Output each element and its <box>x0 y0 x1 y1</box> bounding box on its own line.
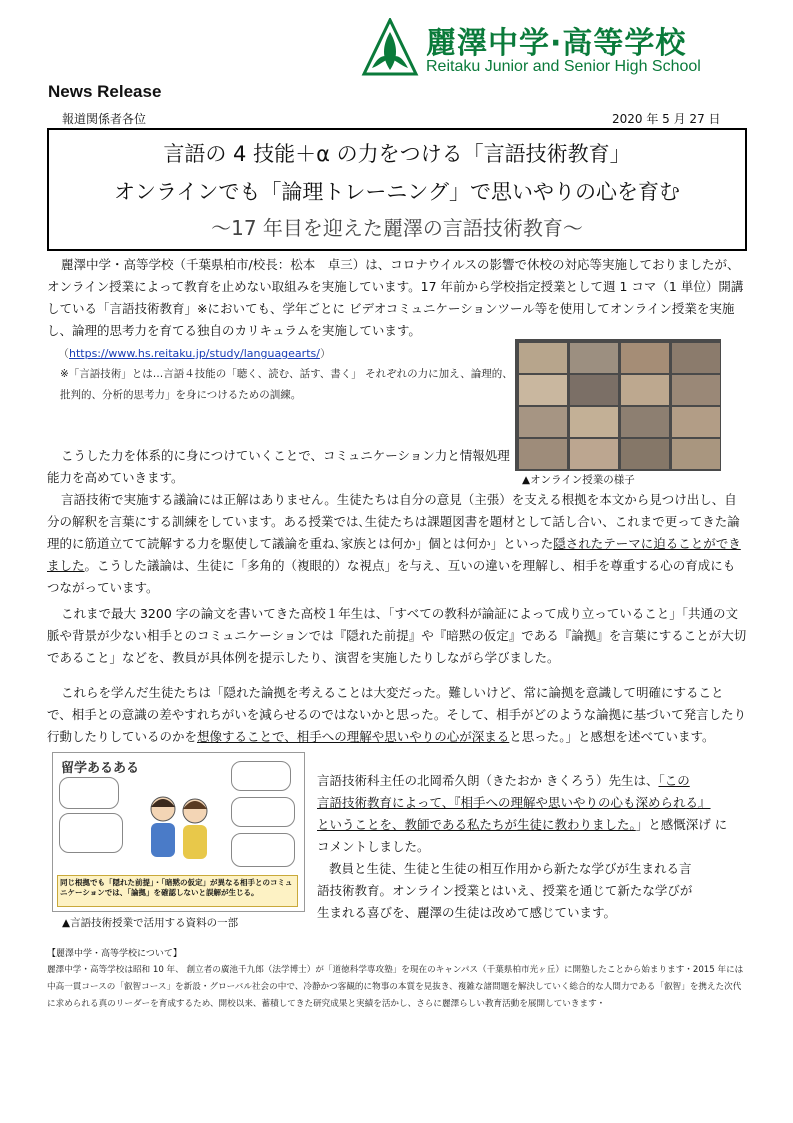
url-close-paren: ） <box>319 347 331 360</box>
paragraph-3-underlined: 隠されたテーマに迫ることができました <box>47 536 741 573</box>
illustration-summary: 同じ根拠でも「隠れた前提」・「暗黙の仮定」が異なる相手とのコミュニケーションでは、「論拠」を確認しないと誤解が生じる。 <box>57 875 298 907</box>
video-tile <box>519 343 567 373</box>
photo-caption: ▲オンライン授業の様子 <box>522 474 635 486</box>
speech-bubble <box>231 761 291 791</box>
comment-line-6: 語技術教育。オンライン授業とはいえ、授業を通じて新たな学びが <box>317 883 693 898</box>
comment-line-1 <box>317 770 747 792</box>
paragraph-3-text-a: 言語技術で実施する議論には正解はありません。生徒たちは自分の意見（主張）を支える根拠を本文から見つけ出し、自分の解釈を言葉にする訓練をしています。ある授業では､生徒たちは課題図書を題材として話し合い、これまで更ってきた論理的に筋道立てて読解する力を駆使して議論を重ね､家族とは何か」個とは何か」といった <box>47 492 740 551</box>
comment-underlined: ということを、教師である私たちが生徒に教わりました。 <box>317 817 636 832</box>
speech-bubble <box>59 813 123 853</box>
comment-underlined: 「この <box>658 773 690 788</box>
speech-bubble <box>231 797 295 827</box>
school-logo <box>360 16 760 80</box>
paragraph-2: こうした力を体系的に身につけていくことで、コミュニケーション力と情報処理能力を高めていきます。 <box>47 448 510 485</box>
school-name-jp: 麗澤中学·高等学校 <box>426 26 687 61</box>
title-subtitle: ～17 年目を迎えた麗澤の言語技術教育～ <box>211 216 583 240</box>
video-tile <box>621 343 669 373</box>
paragraph-3-text-b: 。こうした議論は、生徒に「多角的（複眼的）な視点」を与え、互いの違いを理解し、相手を尊重する心の育成にもつながっています。 <box>47 558 736 595</box>
release-date: 2020 年 5 月 27 日 <box>612 112 721 126</box>
teacher-comment-paragraph <box>317 770 747 924</box>
url-line <box>58 345 331 361</box>
about-school-text: 麗澤中学・高等学校は昭和 10 年、 創立者の廣池千九郎（法学博士）が「道徳科学専攻塾」を現在のキャンパス（千葉県柏市光ヶ丘）に開塾したことから始まります・2015 年には中高一貫コースの「叡智コース」を新設・グローバル社会の中で、冷静かつ客観的に物事の本質を見抜き、複雑な諸問題を解決していく総合的な人間力である「叡智」を携えた次代に求められる真のリーダーを育成するため、開校以来、蓄積してきた研究成果と実績を活かし、さらに麗澤らしい教育活動を展開していきます・ <box>47 965 744 1009</box>
comment-line-2 <box>317 792 747 814</box>
comment-line-7: 生まれる喜びを、麗澤の生徒は改めて感じています。 <box>317 905 617 920</box>
video-tile <box>672 343 720 373</box>
language-arts-note: ※「言語技術」とは…言語４技能の「聴く、読む、話す、書く」 それぞれの力に加え、論理的、批判的、分析的思考力」を身につけるための訓練。 <box>60 368 513 401</box>
video-tile <box>570 375 618 405</box>
paragraph-5-underlined: 想像することで、相手への理解や思いやりの心が深まる <box>197 729 510 744</box>
speech-bubble <box>231 833 295 867</box>
paragraph-3 <box>47 489 747 599</box>
paragraph-4: これまで最大 3200 字の論文を書いてきた高校１年生は、｢すべての教科が論証によって成り立っていること｣「共通の文脈や背景が少ない相手とのコミュニケーションでは『隠れた前提』や『暗黙の仮定』である『論拠』を言葉にすることが大切であること」などを、教員が具体例を提示したり、演習を実施したりしながら学びました。 <box>47 606 747 665</box>
video-tile <box>672 407 720 437</box>
url-open-paren: （ <box>58 347 69 360</box>
speech-bubble <box>59 777 119 809</box>
illustration-title: 留学あるある <box>61 761 140 776</box>
paragraph-5-text-b: と思った。」と感想を述べています。 <box>509 729 715 744</box>
news-release-label: News Release <box>48 82 162 101</box>
paragraph-5-text-a: これらを学んだ生徒たちは「隠れた論拠を考えることは大変だった。難しいけど、常に論拠を意識して明確にすることで、相手との意識の差やすれちがいを減らせるのではないかと思った。そして、相手がどのような論拠に基づいて発言したり行動したりしているのかを <box>47 685 747 744</box>
about-school-heading: 【麗澤中学・高等学校について】 <box>47 949 182 959</box>
video-tile <box>672 375 720 405</box>
paragraph-5 <box>47 682 747 748</box>
comment-line-5: 教員と生徒、生徒と生徒の相互作用から新たな学びが生まれる言 <box>329 861 692 876</box>
title-line-1: 言語の 4 技能＋α の力をつける「言語技術教育」 <box>163 142 631 166</box>
students-icon <box>139 787 219 871</box>
online-class-photo <box>515 339 721 471</box>
video-tile <box>621 407 669 437</box>
illustration-caption: ▲言語技術授業で活用する資料の一部 <box>62 917 239 929</box>
comment-text: 言語技術科主任の北岡希久朗（きたおか きくろう）先生は、 <box>317 773 659 788</box>
addressee: 報道関係者各位 <box>62 112 147 126</box>
language-arts-link[interactable]: https://www.hs.reitaku.jp/study/languagearts/ <box>69 347 320 360</box>
video-tile <box>621 439 669 469</box>
teaching-material-illustration <box>52 752 305 912</box>
comment-underlined: 言語技術教育によって、『相手への理解や思いやりの心も深められる』 <box>317 795 711 810</box>
comment-text: 」と感慨深げ に <box>635 817 728 832</box>
title-line-2: オンラインでも「論理トレーニング」で思いやりの心を育む <box>114 180 680 204</box>
video-tile <box>519 375 567 405</box>
video-tile <box>621 375 669 405</box>
video-tile <box>672 439 720 469</box>
video-tile <box>570 343 618 373</box>
video-tile <box>519 407 567 437</box>
reitaku-emblem-icon <box>360 18 420 78</box>
video-tile <box>519 439 567 469</box>
title-box <box>47 128 747 251</box>
comment-line-4: コメントしました。 <box>317 839 430 854</box>
video-tile <box>570 439 618 469</box>
video-tile <box>570 407 618 437</box>
intro-paragraph: 麗澤中学・高等学校（千葉県柏市/校長：松本 卓三）は、コロナウイルスの影響で休校の対応等実施しておりましたが、オンライン授業によって教育を止めない取組みを実施しています。17 年前から学校指定授業として週 1 コマ（1 単位）開講している「言語技術教育」※においても、学年ごとに ビデオコミュニケーションツール等を使用してオンライン授業を実施し、論理的思考力を育てる独自のカリキュラムを実施しています。 <box>47 257 744 338</box>
school-name-en: Reitaku Junior and Senior High School <box>426 58 701 75</box>
comment-line-3 <box>317 814 747 836</box>
